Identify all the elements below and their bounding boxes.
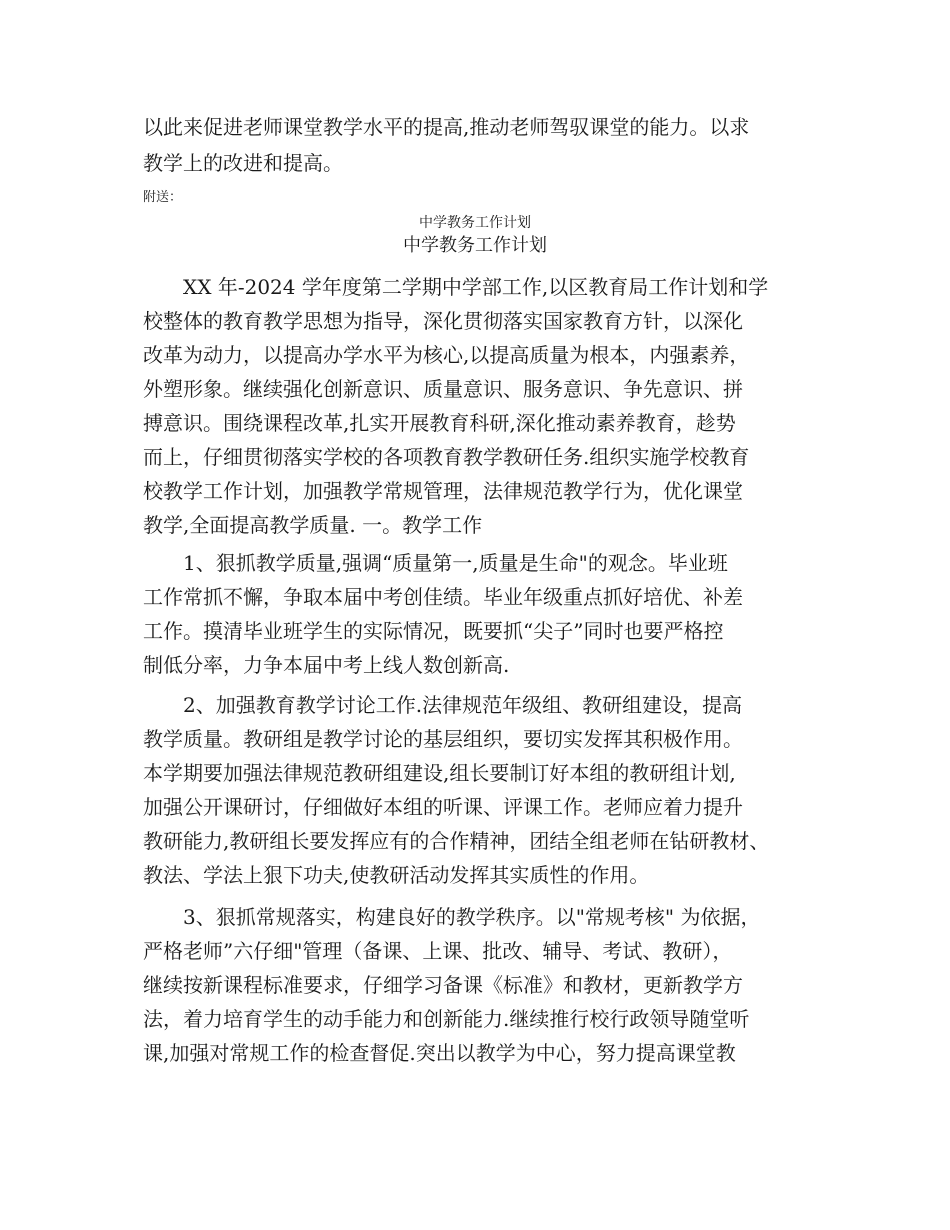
intro-line: 教学上的改进和提高。 — [143, 151, 343, 175]
body-line: 工作。摸清毕业班学生的实际情况，既要抓“尖子”同时也要严格控 — [143, 619, 724, 643]
body-line: 教研能力,教研组长要发挥应有的合作精神，团结全组老师在钻研教材、 — [143, 829, 770, 853]
body-line: 工作常抓不懈，争取本届中考创佳绩。毕业年级重点抓好培优、补差 — [143, 585, 743, 609]
body-line: 校教学工作计划，加强教学常规管理，法律规范教学行为，优化课堂 — [143, 479, 743, 503]
body-line: 加强公开课研讨，仔细做好本组的听课、评课工作。老师应着力提升 — [143, 795, 743, 819]
body-line: 本学期要加强法律规范教研组建设,组长要制订好本组的教研组计划, — [143, 761, 736, 785]
body-line: 法，着力培育学生的动手能力和创新能力.继续推行校行政领导随堂听 — [143, 1007, 750, 1031]
body-line: 课,加强对常规工作的检查督促.突出以教学为中心，努力提高课堂教 — [143, 1041, 736, 1065]
body-line: 教法、学法上狠下功夫,使教研活动发挥其实质性的作用。 — [143, 863, 650, 887]
body-line: 制低分率，力争本届中考上线人数创新高. — [143, 653, 510, 677]
body-line: 搏意识。围绕课程改革,扎实开展教育科研,深化推动素养教育，趁势 — [143, 411, 736, 435]
body-line: 改革为动力，以提高办学水平为核心,以提高质量为根本，内强素养， — [143, 343, 750, 367]
attachment-label: 附送： — [143, 190, 183, 205]
title-small: 中学教务工作计划 — [419, 215, 531, 231]
body-line: 继续按新课程标准要求，仔细学习备课《标准》和教材，更新教学方 — [143, 973, 743, 997]
body-line: 教学质量。教研组是教学讨论的基层组织，要切实发挥其积极作用。 — [143, 727, 743, 751]
body-line: 严格老师”六仔细"管理（备课、上课、批改、辅导、考试、教研）， — [143, 939, 733, 963]
body-line: 而上，仔细贯彻落实学校的各项教育教学教研任务.组织实施学校教育 — [143, 445, 750, 469]
body-line: 外塑形象。继续强化创新意识、质量意识、服务意识、争先意识、拼 — [143, 377, 743, 401]
body-line: XX 年-2024 学年度第二学期中学部工作,以区教育局工作计划和学 — [183, 275, 769, 299]
body-line: 1、狠抓教学质量,强调“质量第一,质量是生命"的观念。毕业班 — [183, 551, 728, 575]
body-line: 教学,全面提高教学质量. 一。教学工作 — [143, 513, 483, 537]
body-line: 3、狠抓常规落实，构建良好的教学秩序。以"常规考核" 为依据， — [183, 905, 761, 929]
intro-line: 以此来促进老师课堂教学水平的提高,推动老师驾驭课堂的能力。以求 — [143, 115, 750, 139]
body-line: 校整体的教育教学思想为指导，深化贯彻落实国家教育方针，以深化 — [143, 309, 743, 333]
page-title: 中学教务工作计划 — [403, 235, 547, 256]
body-line: 2、加强教育教学讨论工作.法律规范年级组、教研组建设，提高 — [183, 693, 743, 717]
